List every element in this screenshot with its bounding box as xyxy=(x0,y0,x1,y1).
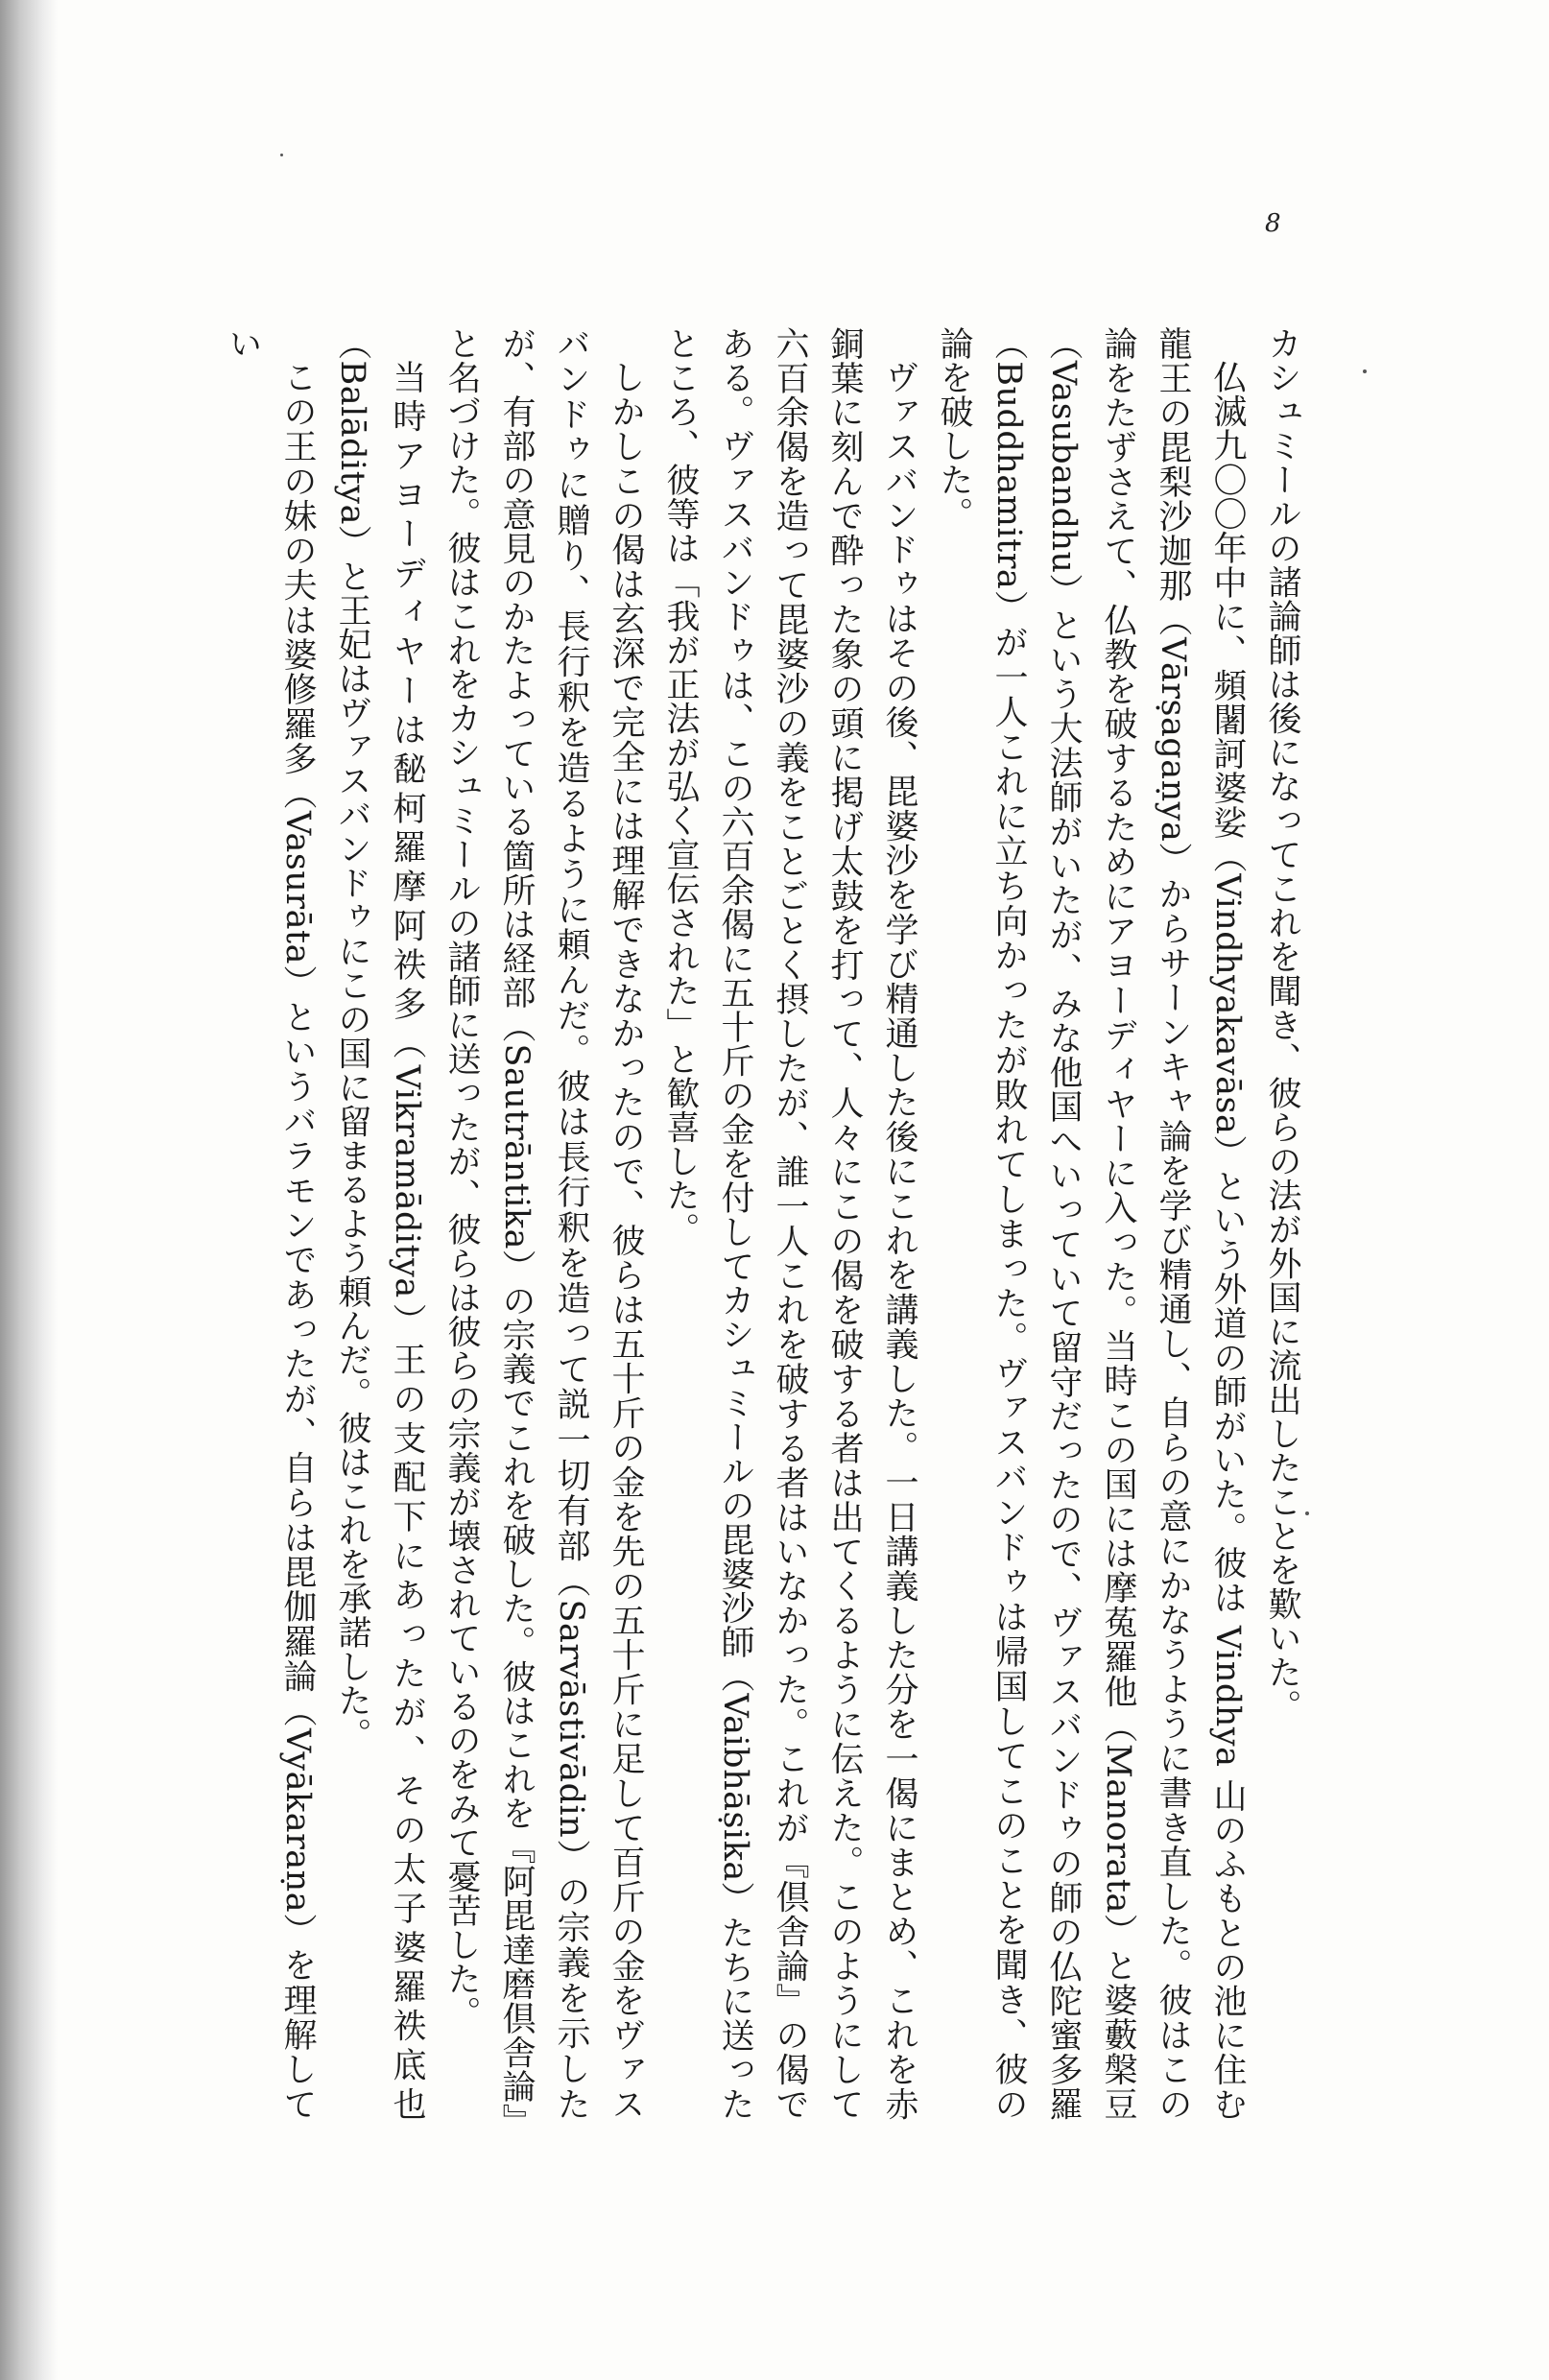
paragraph-2: 仏滅九〇〇年中に、頻闍訶婆娑（Vindhyakavāsa）という外道の師がいた。彼は Vindhya 山のふもとの池に住む龍王の毘梨沙迦那（Vārṣagaṇya）からサーンキャ論を学び精通し、自らの意にかなうように書き直した。彼はこの論をたずさえて、仏教を破するためにアヨーディヤーに入った。当時この国には摩菟羅他（Manorata）と婆藪槃豆（Vasubandhu）という大法師がいたが、みな他国へいっていて留守だったので、ヴァスバンドゥの師の仏陀蜜多羅（Buddhamitra）が一人これに立ち向かったが敗れてしまった。ヴァスバンドゥは帰国してこのことを聞き、彼の論を破した。 xyxy=(935,326,1247,2121)
paragraph-6: この王の妹の夫は婆修羅多（Vasurāta）というバラモンであったが、自らは毘伽羅論（Vyākaraṇa）を理解してい xyxy=(224,326,317,2121)
paragraph-4: しかしこの偈は玄深で完全には理解できなかったので、彼らは五十斤の金を先の五十斤に足して百斤の金をヴァスバンドゥに贈り、長行釈を造るように頼んだ。彼は長行釈を造って説一切有部（Sarvāstivādin）の宗義を示したが、有部の意見のかたよっている箇所は経部（Sautrāntika）の宗義でこれを破した。彼はこれを『阿毘達磨倶舎論』と名づけた。彼はこれをカシュミールの諸師に送ったが、彼らは彼らの宗義が壊されているのをみて憂苦した。 xyxy=(442,326,645,2121)
page-number: 8 xyxy=(1265,209,1281,238)
scan-speck xyxy=(280,154,283,156)
paragraph-1: カシュミールの諸論師は後になってこれを聞き、彼らの法が外国に流出したことを歎いた。 xyxy=(1263,326,1301,1724)
paragraph-3: ヴァスバンドゥはその後、毘婆沙を学び精通した後にこれを講義した。一日講義した分を一偈にまとめ、これを赤銅葉に刻んで酔った象の頭に掲げ太鼓を打って、人々にこの偈を破する者は出てくるように伝えた。このようにして六百余偈を造って毘婆沙の義をことごとく摂したが、誰一人これを破する者はいなかった。これが『倶舎論』の偈である。ヴァスバンドゥは、この六百余偈に五十斤の金を付してカシュミールの毘婆沙師（Vaibhāṣika）たちに送ったところ、彼等は「我が正法が弘く宣伝された」と歓喜した。 xyxy=(661,326,918,2121)
scan-speck xyxy=(1305,1511,1309,1515)
binding-shadow xyxy=(0,0,58,2380)
paragraph-5: 当時アヨーディヤーは馝柯羅摩阿祑多（Vikramāditya）王の支配下にあったが、その太子婆羅祑底也（Balāditya）と王妃はヴァスバンドゥにこの国に留まるよう頼んだ。彼はこれを承諾した。 xyxy=(333,326,426,2121)
body-text xyxy=(157,326,1309,2121)
scan-speck xyxy=(1363,369,1367,373)
